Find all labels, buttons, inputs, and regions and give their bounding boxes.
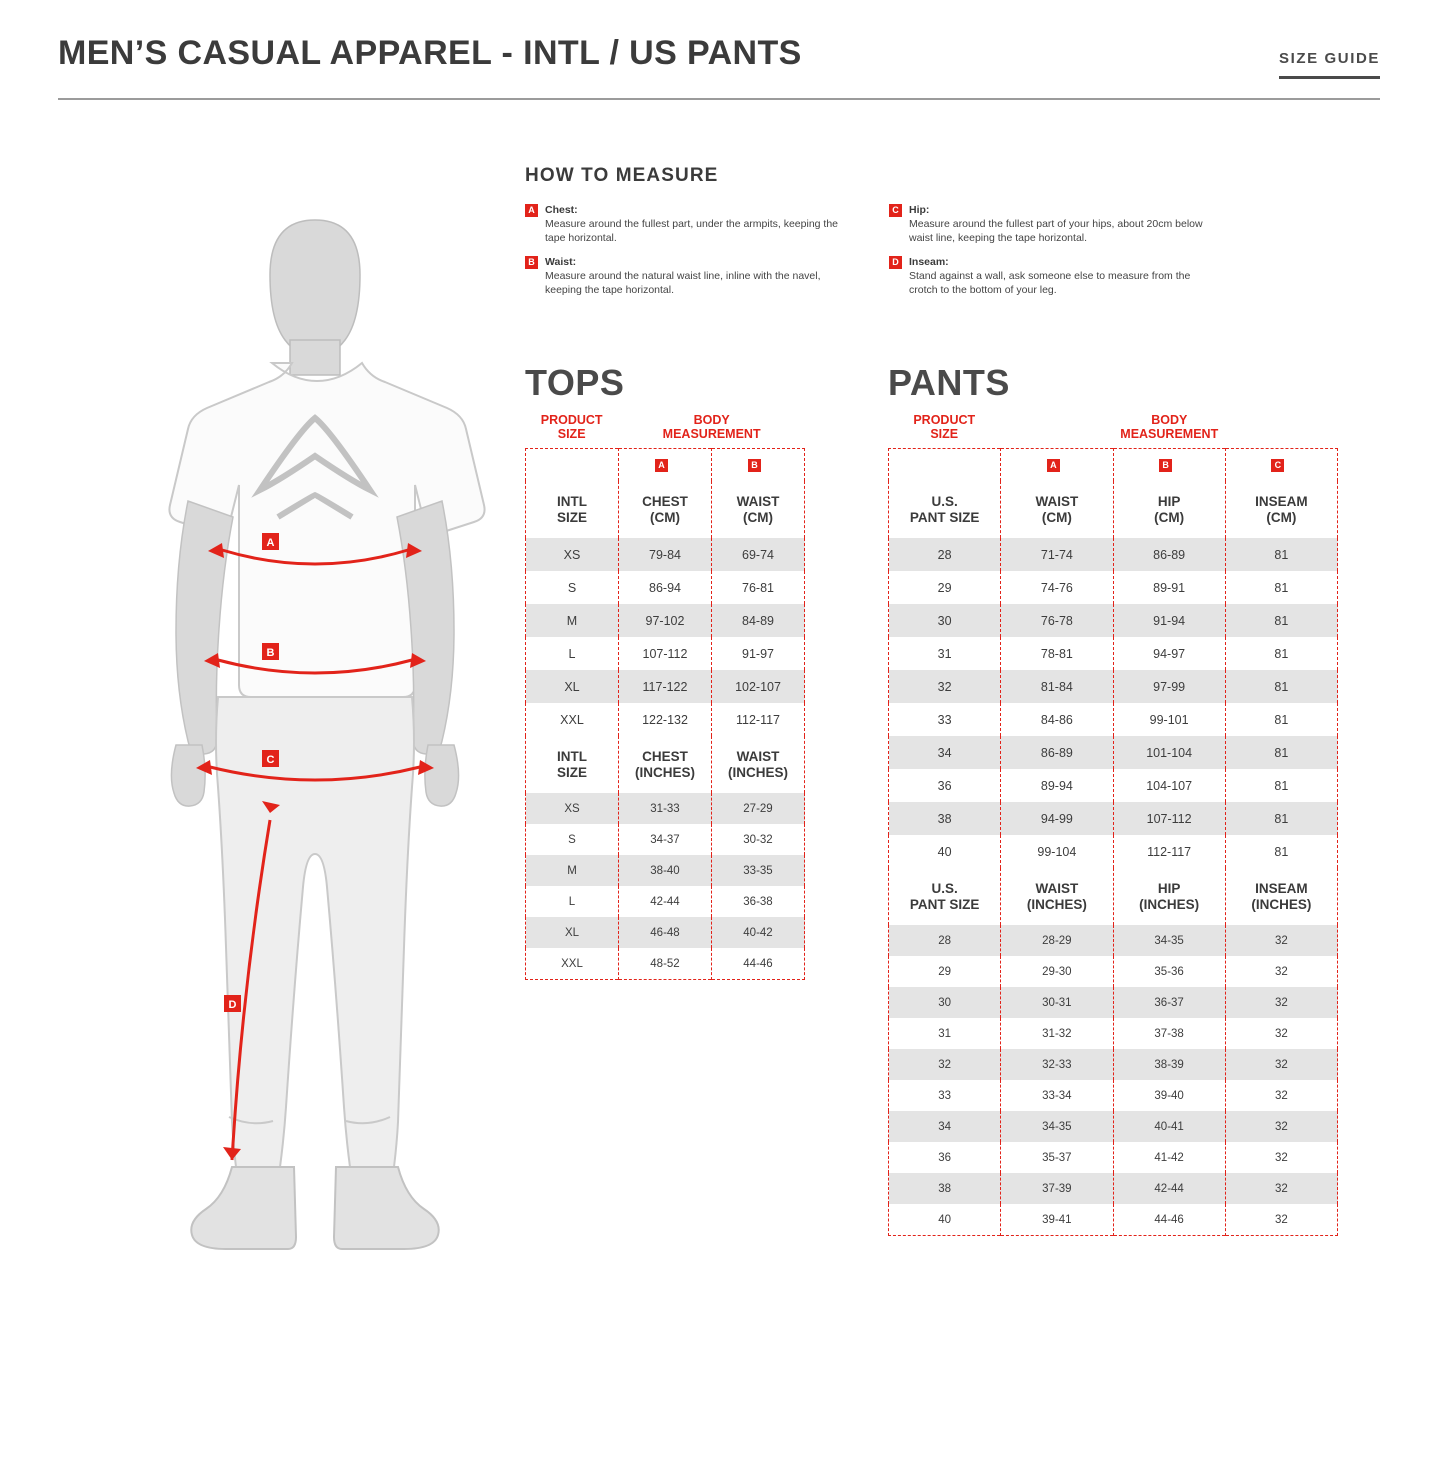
model-figure-svg — [110, 205, 510, 1305]
measure-item-waist — [525, 255, 845, 298]
table-row: S 86-94 76-81 — [526, 571, 805, 604]
table-row: 33 84-86 99-101 81 — [889, 703, 1338, 736]
tops-header-row-cm — [526, 481, 805, 538]
table-row: 32 32-33 38-39 32 — [889, 1049, 1338, 1080]
table-row: 29 74-76 89-91 81 — [889, 571, 1338, 604]
measure-label-inseam: Inseam: — [909, 255, 949, 268]
page-title: MEN’S CASUAL APPAREL - INTL / US PANTS — [58, 34, 802, 72]
badge-a-icon: A — [525, 204, 538, 217]
page-header — [58, 28, 1380, 100]
pants-header-waist-cm: WAIST (CM) — [1001, 481, 1113, 538]
tops-header-chest-cm: CHEST (CM) — [619, 481, 712, 538]
table-row: 28 28-29 34-35 32 — [889, 925, 1338, 956]
pants-section — [888, 362, 1338, 1236]
table-row: 36 89-94 104-107 81 — [889, 769, 1338, 802]
table-row: 30 76-78 91-94 81 — [889, 604, 1338, 637]
measure-desc-chest: Measure around the fullest part, under the armpits, keeping the tape horizontal. — [545, 218, 839, 245]
measure-text-waist — [545, 255, 845, 298]
pants-header-hip-cm: HIP (CM) — [1113, 481, 1225, 538]
table-row: L 42-44 36-38 — [526, 886, 805, 917]
pants-header-size: U.S. PANT SIZE — [889, 481, 1001, 538]
measure-item-hip — [889, 203, 1209, 246]
pants-group-product-size: PRODUCT SIZE — [913, 413, 976, 442]
pants-badge-cell-c — [1225, 448, 1337, 481]
pants-header-hip-in: HIP (INCHES) — [1113, 868, 1225, 925]
how-to-measure-column-right — [889, 203, 1209, 306]
table-row: XXL 122-132 112-117 — [526, 703, 805, 736]
measure-item-chest — [525, 203, 845, 246]
pants-header-size-in: U.S. PANT SIZE — [889, 868, 1001, 925]
tops-header-size-in: INTL SIZE — [526, 736, 619, 793]
table-row: 28 71-74 86-89 81 — [889, 538, 1338, 571]
badge-b-icon: B — [525, 256, 538, 269]
svg-text:A: A — [266, 537, 275, 549]
table-row: 40 99-104 112-117 81 — [889, 835, 1338, 868]
measure-desc-waist: Measure around the natural waist line, inline with the navel, keeping the tape horizontal. — [545, 269, 821, 296]
table-row: XS 79-84 69-74 — [526, 538, 805, 571]
table-row: 40 39-41 44-46 32 — [889, 1204, 1338, 1236]
table-row: L 107-112 91-97 — [526, 637, 805, 670]
pants-title: PANTS — [888, 362, 1010, 403]
table-row: XL 46-48 40-42 — [526, 917, 805, 948]
badge-c-icon: C — [889, 204, 902, 217]
table-row: 29 29-30 35-36 32 — [889, 956, 1338, 987]
table-row: S 34-37 30-32 — [526, 824, 805, 855]
table-row: 33 33-34 39-40 32 — [889, 1080, 1338, 1111]
measure-label-waist: Waist: — [545, 255, 577, 268]
pants-badge-row — [889, 448, 1338, 481]
pants-badge-cell-b — [1113, 448, 1225, 481]
pants-column-group-headers — [888, 413, 1338, 442]
tops-header-chest-in: CHEST (INCHES) — [619, 736, 712, 793]
header-right — [1279, 28, 1380, 79]
how-to-measure-section — [525, 165, 1225, 306]
measure-item-inseam — [889, 255, 1209, 298]
badge-c-icon: C — [1271, 459, 1284, 472]
tops-section — [525, 362, 805, 980]
tops-badge-cell-empty — [526, 448, 619, 481]
table-row: 34 86-89 101-104 81 — [889, 736, 1338, 769]
pants-header-waist-in: WAIST (INCHES) — [1001, 868, 1113, 925]
svg-text:B: B — [266, 647, 275, 659]
tops-header-waist-cm: WAIST (CM) — [712, 481, 805, 538]
pants-header-inseam-cm: INSEAM (CM) — [1225, 481, 1337, 538]
tops-header-waist-in: WAIST (INCHES) — [712, 736, 805, 793]
badge-d-icon: D — [889, 256, 902, 269]
table-row: 30 30-31 36-37 32 — [889, 987, 1338, 1018]
badge-b-icon: B — [748, 459, 761, 472]
badge-a-icon: A — [655, 459, 668, 472]
pants-group-body-measurement: BODY MEASUREMENT — [1120, 413, 1219, 442]
tops-header-row-inches — [526, 736, 805, 793]
table-row: 34 34-35 40-41 32 — [889, 1111, 1338, 1142]
measure-label-hip: Hip: — [909, 204, 930, 216]
how-to-measure-columns — [525, 203, 1225, 306]
pants-badge-cell-a — [1001, 448, 1113, 481]
table-row: 31 31-32 37-38 32 — [889, 1018, 1338, 1049]
how-to-measure-column-left — [525, 203, 845, 306]
tops-header-size: INTL SIZE — [526, 481, 619, 538]
badge-b-icon: B — [1159, 459, 1172, 472]
table-row: XS 31-33 27-29 — [526, 793, 805, 824]
tops-group-product-size: PRODUCT SIZE — [540, 413, 603, 442]
table-row: XL 117-122 102-107 — [526, 670, 805, 703]
table-row: 32 81-84 97-99 81 — [889, 670, 1338, 703]
tops-title: TOPS — [525, 362, 625, 403]
tops-badge-cell-b — [712, 448, 805, 481]
table-row: 38 37-39 42-44 32 — [889, 1173, 1338, 1204]
pants-header-inseam-in: INSEAM (INCHES) — [1225, 868, 1337, 925]
tops-table — [525, 448, 805, 981]
measure-desc-inseam: Stand against a wall, ask someone else to measure from the crotch to the bottom of your leg. — [909, 269, 1191, 296]
table-row: M 97-102 84-89 — [526, 604, 805, 637]
how-to-measure-title: HOW TO MEASURE — [525, 165, 719, 186]
tops-column-group-headers — [525, 413, 805, 442]
badge-a-icon: A — [1047, 459, 1060, 472]
pants-table — [888, 448, 1338, 1237]
svg-text:C: C — [266, 754, 275, 766]
pants-header-row-cm — [889, 481, 1338, 538]
size-guide-label: SIZE GUIDE — [1279, 50, 1380, 79]
tops-badge-cell-a — [619, 448, 712, 481]
table-row: 36 35-37 41-42 32 — [889, 1142, 1338, 1173]
tops-badge-row — [526, 448, 805, 481]
svg-text:D: D — [228, 999, 237, 1011]
pants-badge-cell-empty — [889, 448, 1001, 481]
table-row: 38 94-99 107-112 81 — [889, 802, 1338, 835]
model-illustration — [110, 205, 510, 1305]
measure-text-inseam — [909, 255, 1209, 298]
measure-text-hip — [909, 203, 1209, 246]
table-row: 31 78-81 94-97 81 — [889, 637, 1338, 670]
measure-desc-hip: Measure around the fullest part of your hips, about 20cm below waist line, keeping the tape horizontal. — [909, 218, 1203, 245]
table-row: M 38-40 33-35 — [526, 855, 805, 886]
tops-group-body-measurement: BODY MEASUREMENT — [662, 413, 761, 442]
pants-header-row-inches — [889, 868, 1338, 925]
table-row: XXL 48-52 44-46 — [526, 948, 805, 980]
measure-text-chest — [545, 203, 845, 246]
measure-label-chest: Chest: — [545, 204, 578, 216]
